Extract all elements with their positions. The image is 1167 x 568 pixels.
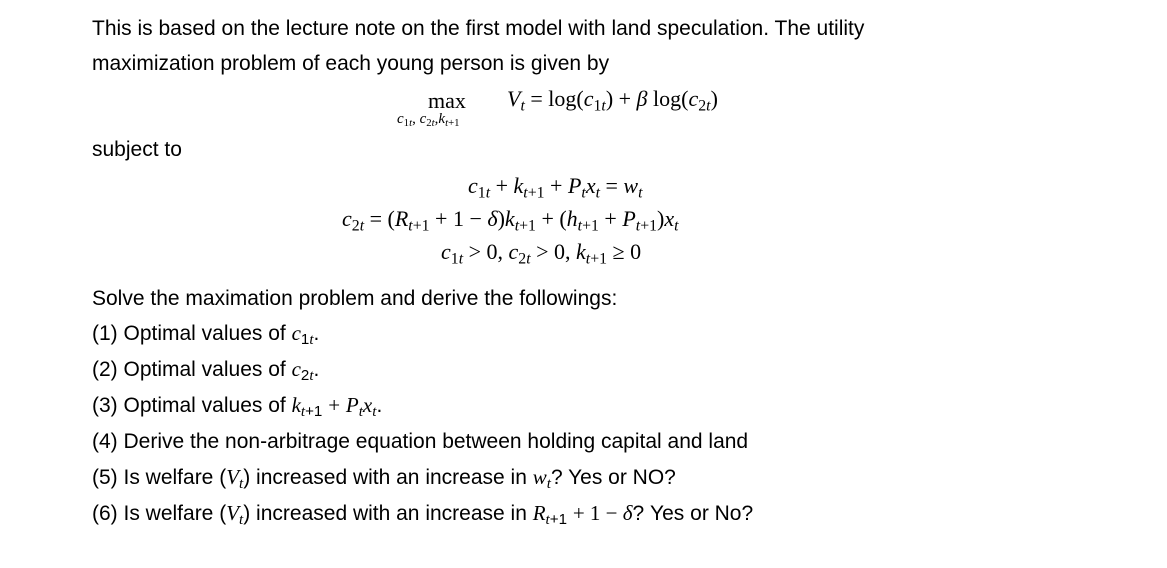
- intro-line-1: This is based on the lecture note on the first model with land speculation. The utility: [92, 17, 865, 40]
- question-2: (2) Optimal values of $c_{2t}$.: [92, 357, 320, 385]
- task-heading: Solve the maximation problem and derive the followings:: [92, 287, 618, 310]
- budget-constraint-young: $c_{1t} + k_{t+1} + P_tx_t = w_t$: [468, 173, 643, 202]
- subject-to-label: subject to: [92, 138, 182, 161]
- question-6: (6) Is welfare $(V_t)$ increased with an increase in $R_{t+1} + 1 - \delta$? Yes or No?: [92, 501, 754, 529]
- question-5: (5) Is welfare $(V_t)$ increased with an increase in $w_t$? Yes or NO?: [92, 465, 676, 493]
- question-1: (1) Optimal values of $c_{1t}$.: [92, 321, 320, 349]
- max-operator: max: [428, 88, 466, 113]
- question-4: (4) Derive the non-arbitrage equation between holding capital and land: [92, 430, 749, 453]
- max-subscript: $c_{1t}$, $c_{2t},k_{t+1}$: [397, 111, 460, 130]
- question-3: (3) Optimal values of $k_{t+1} + P_tx_t$.: [92, 393, 383, 421]
- budget-constraint-old: $c_{2t} = (R_{t+1} + 1 - \delta)k_{t+1} + (h_{t+1} + P_{t+1})x_t$: [342, 206, 679, 235]
- intro-line-2: maximization problem of each young person is given by: [92, 52, 610, 75]
- nonnegativity-constraints: $c_{1t} > 0$, $c_{2t} > 0$, $k_{t+1} \ge 0$: [441, 239, 642, 268]
- objective-expression: $V_t = \log(c_{1t}) + \beta$ $\log(c_{2t})$: [507, 86, 718, 115]
